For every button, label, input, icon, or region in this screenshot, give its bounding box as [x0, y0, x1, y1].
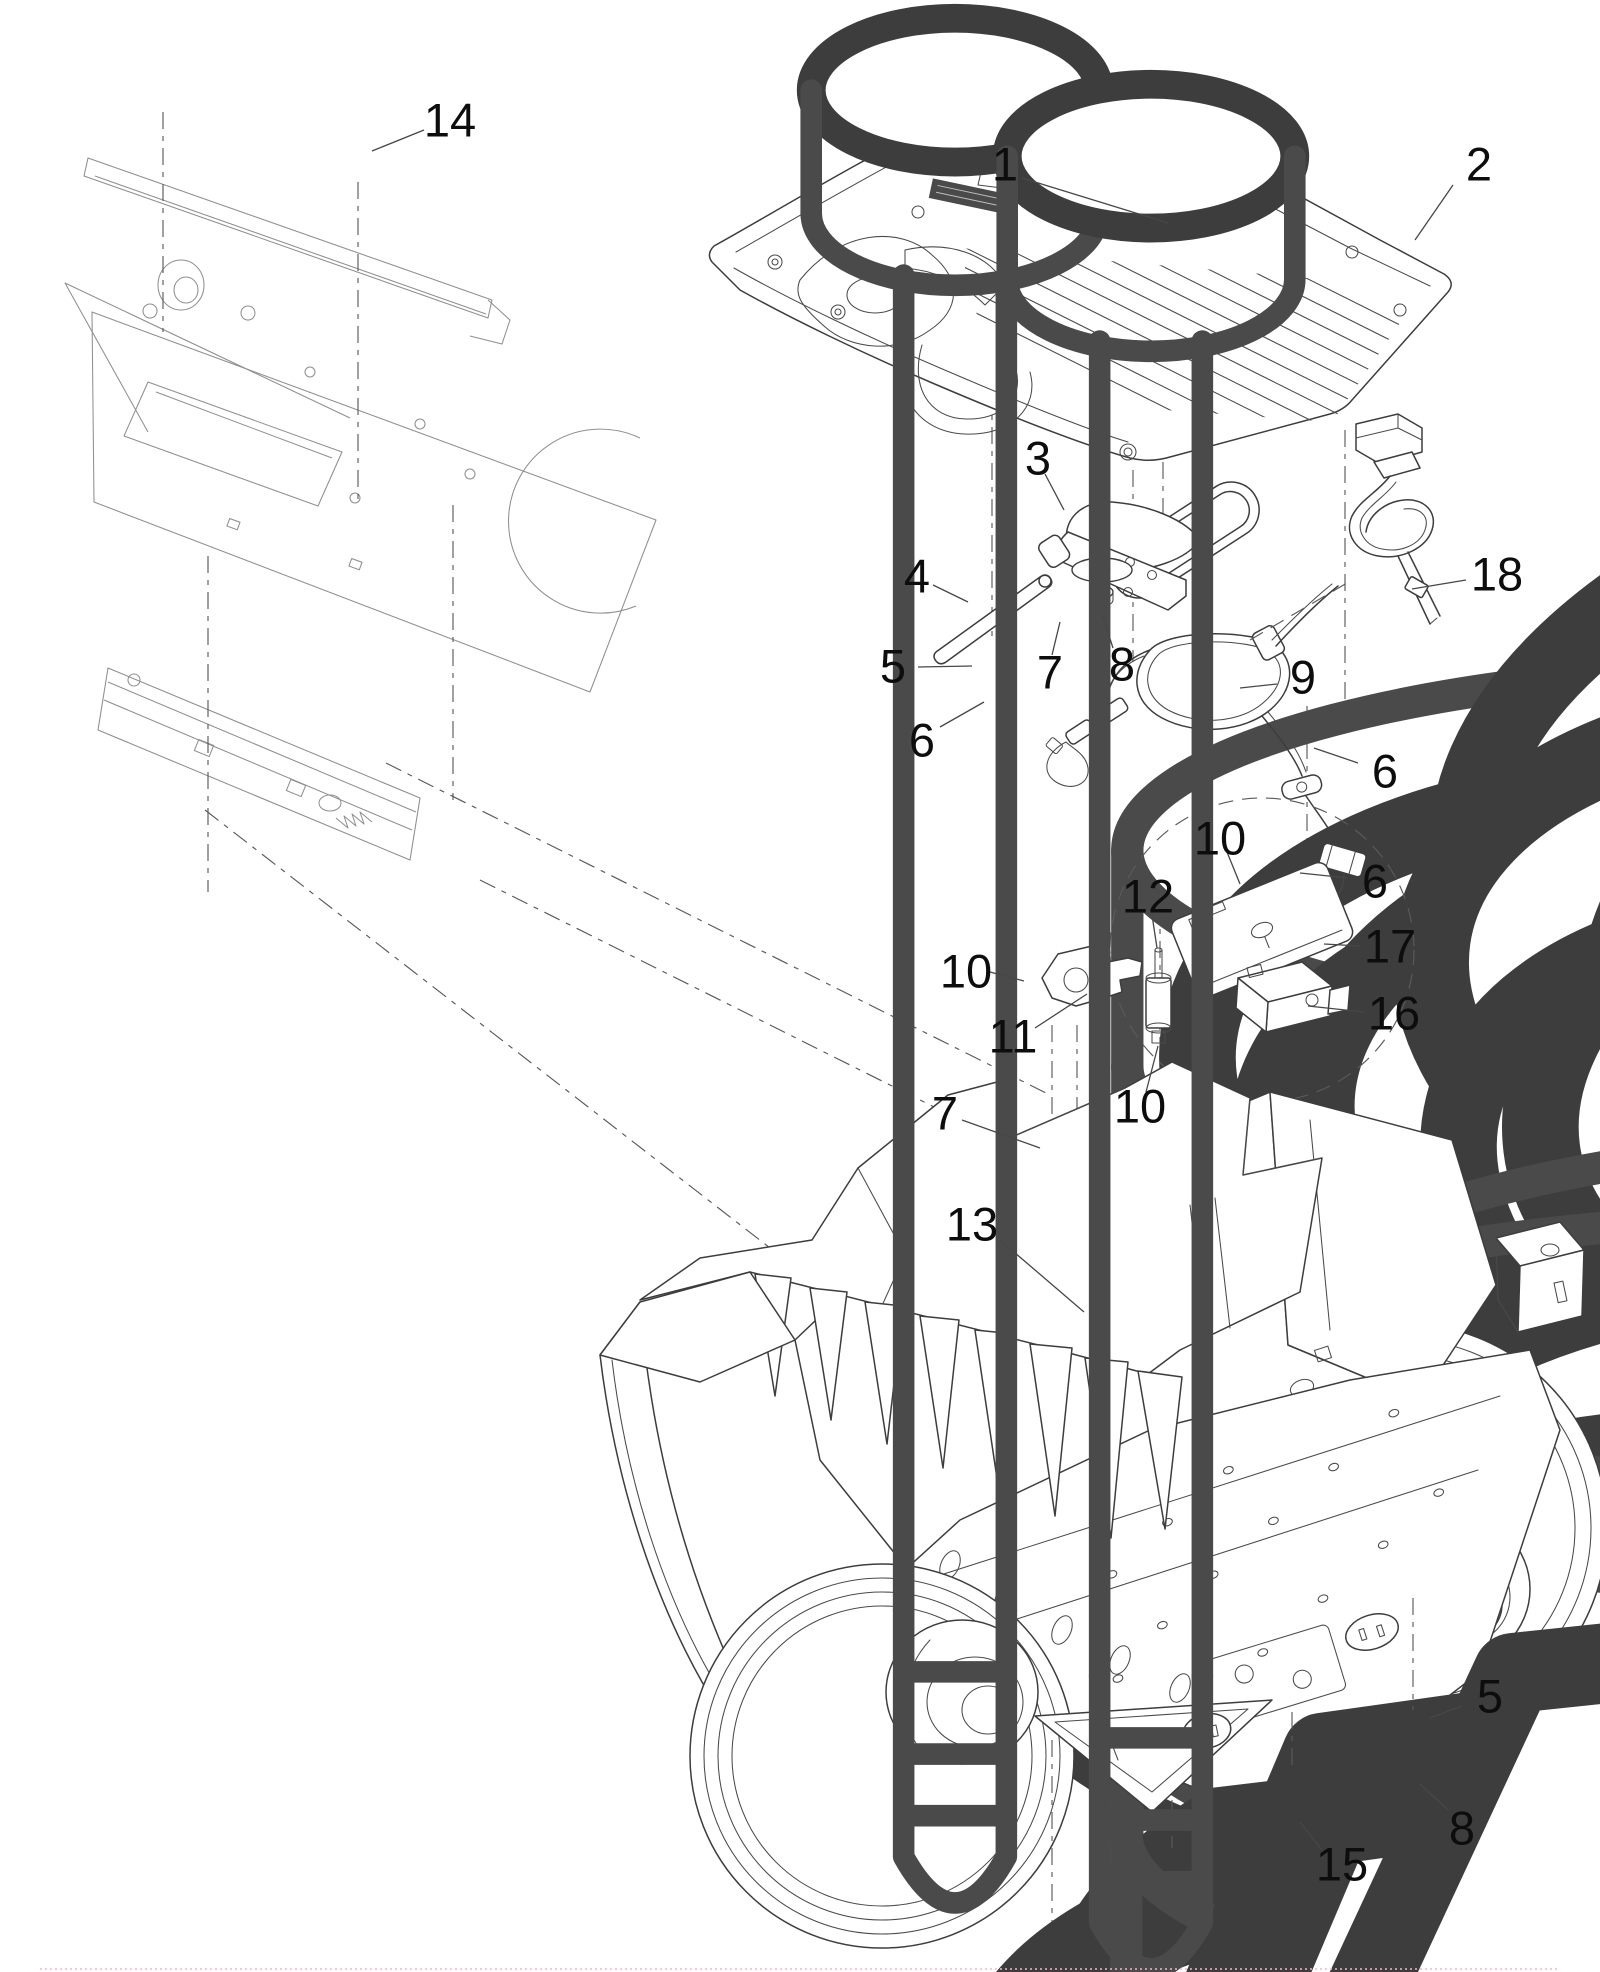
pivot-pin-12: [1146, 948, 1171, 1043]
callout-6c: 6: [1361, 854, 1389, 908]
callout-6: 6: [908, 713, 936, 767]
seat-latch: [1036, 471, 1269, 610]
callout-14: 14: [423, 93, 477, 147]
cable-tie-18: [1350, 476, 1440, 624]
callout-8: 8: [1108, 637, 1136, 691]
callout-10b: 10: [939, 944, 993, 998]
callout-2: 2: [1465, 137, 1493, 191]
callout-17: 17: [1363, 919, 1417, 973]
callout-6b: 6: [1371, 744, 1399, 798]
callout-8b: 8: [1448, 1801, 1476, 1855]
callout-4: 4: [903, 549, 931, 603]
release-rod: [934, 575, 1052, 664]
callout-12: 12: [1121, 869, 1175, 923]
callout-5: 5: [879, 639, 907, 693]
callout-16: 16: [1367, 986, 1421, 1040]
callout-15: 15: [1315, 1837, 1369, 1891]
callout-9: 9: [1289, 650, 1317, 704]
callout-10c: 10: [1113, 1079, 1167, 1133]
callout-13: 13: [945, 1197, 999, 1251]
connector-18: [1356, 414, 1422, 478]
callout-7: 7: [1036, 645, 1064, 699]
callout-11: 11: [988, 1009, 1038, 1063]
callout-10a: 10: [1193, 811, 1247, 865]
callout-5b: 5: [1476, 1669, 1504, 1723]
callout-18: 18: [1470, 547, 1524, 601]
callout-7b: 7: [931, 1086, 959, 1140]
callout-1: 1: [991, 137, 1019, 191]
frame-ghost: [65, 158, 656, 860]
callout-3: 3: [1024, 431, 1052, 485]
